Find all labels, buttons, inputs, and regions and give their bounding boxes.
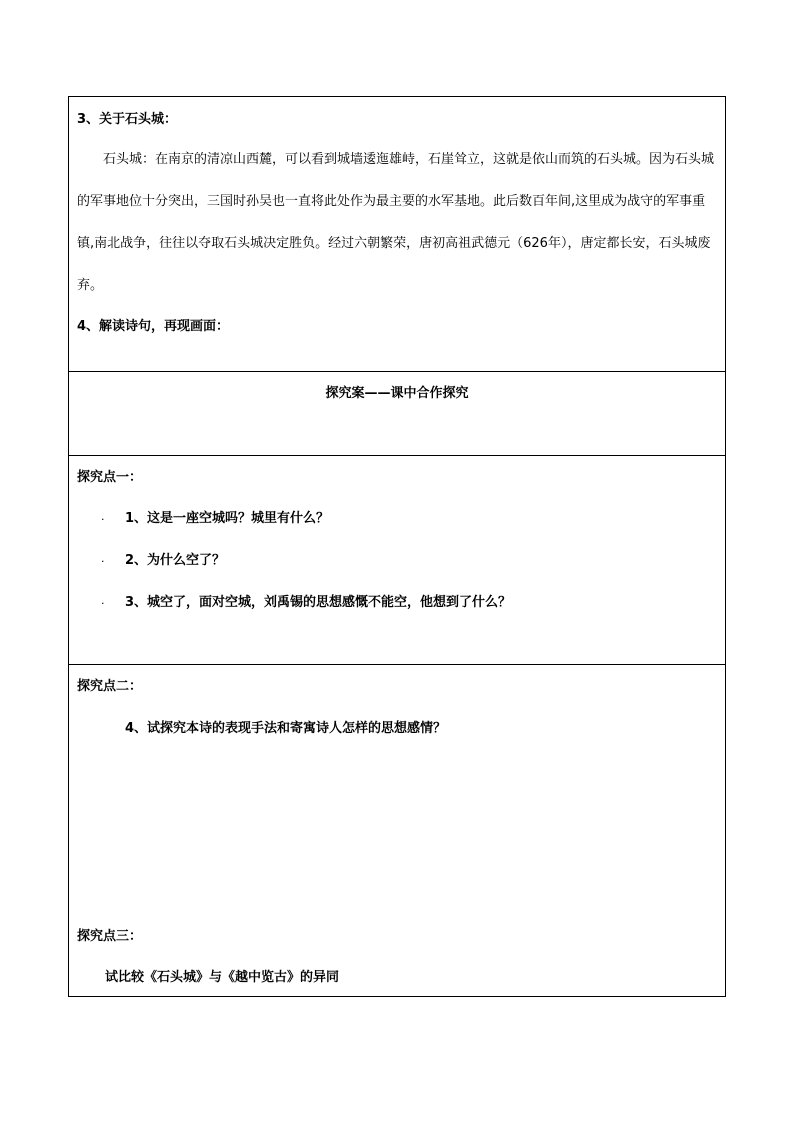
worksheet-table — [68, 96, 726, 997]
section3-heading: 3、关于石头城： — [77, 112, 178, 127]
section3-paragraph-text: 石头城：在南京的清凉山西麓，可以看到城墙逶迤雄峙，石崖耸立，这就是依山而筑的石头城。因为石头城的军事地位十分突出，三国时孙吴也一直将此处作为最主要的水军基地。此后数百年间,这里成为战守的军事重镇,南北战争，往往以夺取石头城决定胜负。经过六朝繁荣，唐初高祖武德元（626年），唐定都长安，石头城废弃。 — [77, 152, 715, 293]
point1-question-1: 1、这是一座空城吗？城里有什么？ — [125, 511, 330, 526]
point2-question: 4、试探究本诗的表现手法和寄寓诗人怎样的思想感情？ — [125, 721, 447, 736]
point1-question-2: 2、为什么空了？ — [125, 553, 226, 568]
background-info-cell — [69, 97, 725, 372]
point2-heading: 探究点二： — [77, 679, 143, 694]
explore-title: 探究案——课中合作探究 — [325, 386, 469, 401]
explore-title-cell — [69, 372, 725, 456]
point3-heading: 探究点三： — [77, 929, 143, 944]
bullet-dot: · — [101, 513, 105, 526]
section4-heading: 4、解读诗句，再现画面： — [77, 319, 230, 334]
bullet-dot: · — [101, 597, 105, 610]
point1-heading: 探究点一： — [77, 470, 143, 485]
section3-paragraph — [77, 139, 719, 307]
point3-task: 试比较《石头城》与《越中览古》的异同 — [105, 970, 340, 985]
explore-point2-3-cell — [69, 665, 725, 996]
point1-question-3: 3、城空了，面对空城，刘禹锡的思想感慨不能空，他想到了什么？ — [125, 595, 512, 610]
explore-point1-cell — [69, 456, 725, 665]
bullet-dot: · — [101, 555, 105, 568]
